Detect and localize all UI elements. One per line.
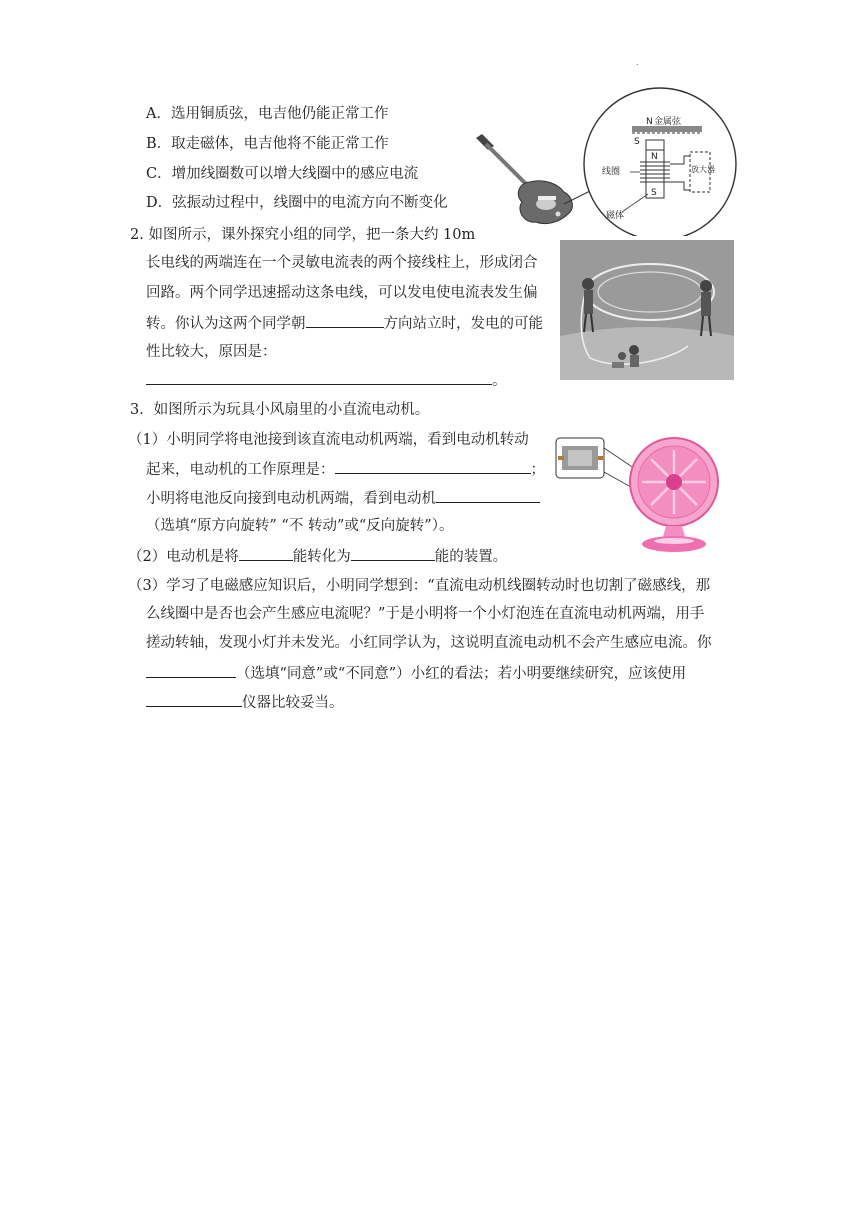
label-north-mid: N <box>651 152 658 162</box>
q3-p1-line-1: （1）小明同学将电池接到该直流电动机两端，看到电动机转动 <box>128 432 529 448</box>
q3-stem: 3．如图所示为玩具小风扇里的小直流电动机。 <box>130 402 430 418</box>
pickup-magnified-circle <box>584 88 736 236</box>
q3-p3-line-4 <box>146 663 686 684</box>
q2-line-4 <box>146 313 543 334</box>
q1-option-d: D．弦振动过程中，线圈中的电流方向不断变化 <box>146 195 448 211</box>
fan-motor-figure <box>554 432 736 556</box>
q3-p3-line-1: （3）学习了电磁感应知识后，小明同学想到：“直流电动机线圈转动时也切割了磁感线，那 <box>128 578 711 594</box>
label-south-top: S <box>634 137 640 147</box>
q3-energy-to-blank[interactable] <box>351 546 435 561</box>
q3-rotation-blank[interactable] <box>436 488 540 503</box>
q2-line-6-end: 。 <box>492 373 507 389</box>
q2-line-3: 回路。两个同学迅速摇动这条电线，可以发电使电流表发生偏 <box>146 285 538 301</box>
guitar-image <box>476 134 572 224</box>
q3-p1-line-4: （选填“原方向旋转” “不 转动”或“反向旋转”）。 <box>146 518 454 534</box>
q3-p1-line-2-end: ； <box>530 462 545 478</box>
q3-p3-line-5 <box>146 692 344 713</box>
q2-reason-blank[interactable] <box>146 370 492 385</box>
q2-line-1: 2. 如图所示，课外探究小组的同学，把一条大约 10m <box>130 227 476 243</box>
q1-option-b: B．取走磁体，电吉他将不能正常工作 <box>146 136 389 152</box>
q3-p1-line-3-start: 小明将电池反向接到电动机两端，看到电动机 <box>146 491 436 507</box>
q3-p2-start: （2）电动机是将 <box>128 549 239 565</box>
q2-line-4-end: 方向站立时，发电的可能 <box>383 316 543 332</box>
q3-p1-line-3 <box>146 488 540 509</box>
q3-p3-line-4-text: （选填“同意”或“不同意”）小红的看法；若小明要继续研究，应该使用 <box>236 666 687 682</box>
q3-p3-line-3: 搓动转轴，发现小灯并未发光。小红同学认为，这说明直流电动机不会产生感应电流。你 <box>146 635 712 651</box>
label-south-bottom: S <box>651 188 657 198</box>
q2-direction-blank[interactable] <box>306 313 384 328</box>
toy-fan <box>630 438 718 552</box>
label-coil: 线圈 <box>602 167 621 177</box>
q3-principle-blank[interactable] <box>335 459 531 474</box>
label-metal-string: 金属弦 <box>654 117 682 127</box>
guitar-pickup-figure <box>472 86 740 236</box>
q3-p3-line-2: 么线圈中是否也会产生感应电流呢？”于是小明将一个小灯泡连在直流电动机两端，用手 <box>146 606 705 622</box>
label-amplifier: 放大器 <box>691 165 715 174</box>
q3-agree-blank[interactable] <box>146 663 236 678</box>
q2-line-2: 长电线的两端连在一个灵敏电流表的两个接线柱上，形成闭合 <box>146 255 538 271</box>
q3-p2-end: 能的装置。 <box>434 549 508 565</box>
page-corner-mark: . <box>636 58 639 67</box>
q2-line-5: 性比较大，原因是： <box>146 344 277 360</box>
q3-p1-line-2-start: 起来，电动机的工作原理是： <box>146 462 335 478</box>
label-magnet: 磁体 <box>606 211 625 221</box>
q1-option-a: A．选用铜质弦，电吉他仍能正常工作 <box>146 106 389 122</box>
q3-p2-line <box>128 546 507 567</box>
q2-line-6 <box>146 370 507 391</box>
q3-energy-from-blank[interactable] <box>239 546 293 561</box>
q3-p3-line-5-text: 仪器比较妥当。 <box>242 695 344 711</box>
q3-instrument-blank[interactable] <box>146 692 242 707</box>
wire-swinging-figure <box>560 240 734 380</box>
q2-line-4-start: 转。你认为这两个同学朝 <box>146 316 306 332</box>
q3-p1-line-2 <box>146 459 545 480</box>
q3-p2-mid: 能转化为 <box>292 549 351 565</box>
motor-inset <box>556 438 604 478</box>
q1-option-c: C．增加线圈数可以增大线圈中的感应电流 <box>146 166 419 182</box>
label-north-top: N <box>646 117 653 127</box>
